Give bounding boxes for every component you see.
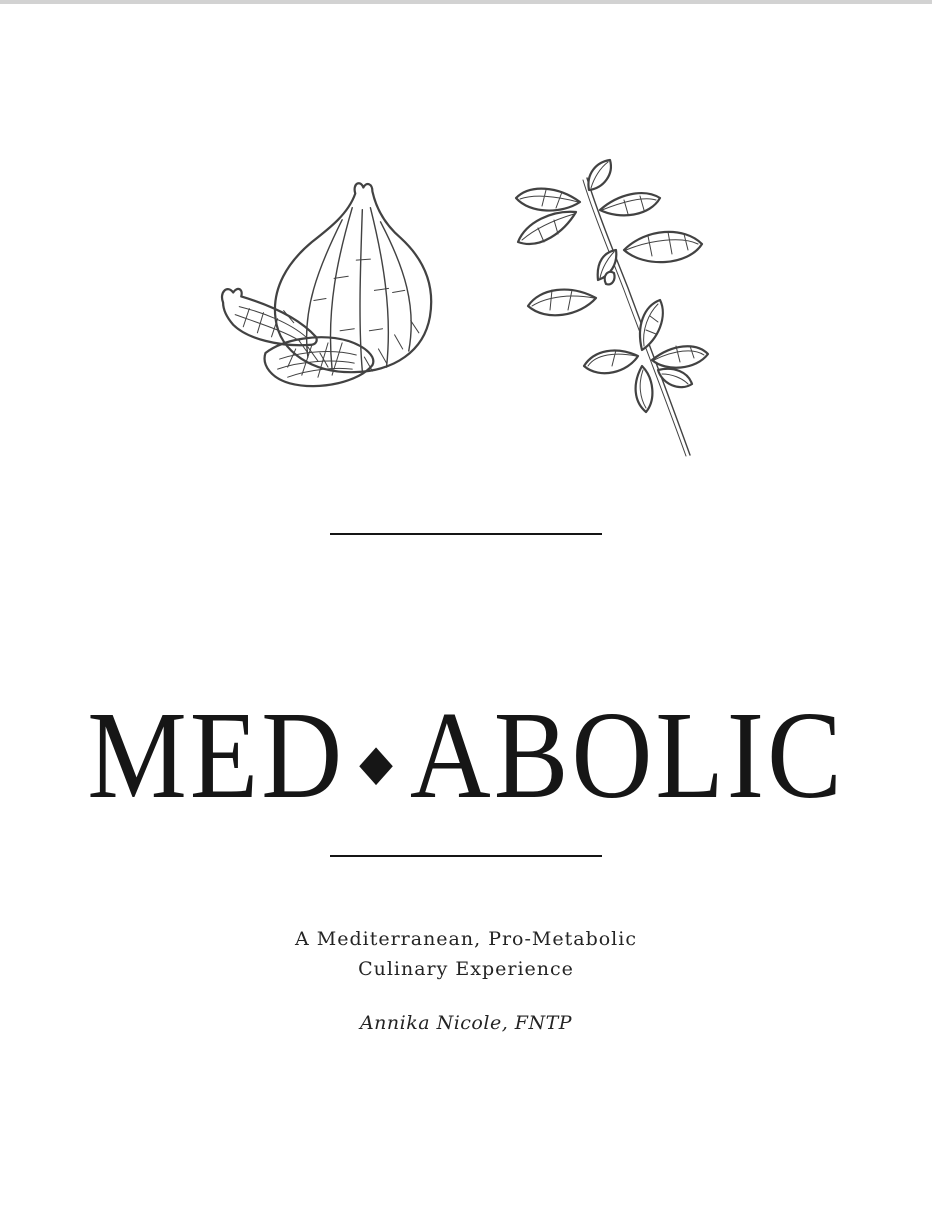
book-title [0, 686, 932, 826]
subtitle [0, 924, 932, 984]
bottom-divider-rule [330, 855, 602, 857]
herb-sprig-illustration-icon [492, 158, 712, 464]
page-top-edge [0, 0, 932, 4]
subtitle-line-1: A Mediterranean, Pro-Metabolic [295, 928, 637, 950]
diamond-separator-icon: ◆ [359, 734, 396, 792]
subtitle-line-2: Culinary Experience [358, 958, 574, 980]
top-divider-rule [330, 533, 602, 535]
title-word-abolic: ABOLIC [409, 686, 845, 826]
author-byline: Annika Nicole, FNTP [359, 1012, 573, 1034]
garlic-illustration-icon [213, 178, 437, 418]
title-word-med: MED [87, 686, 346, 826]
